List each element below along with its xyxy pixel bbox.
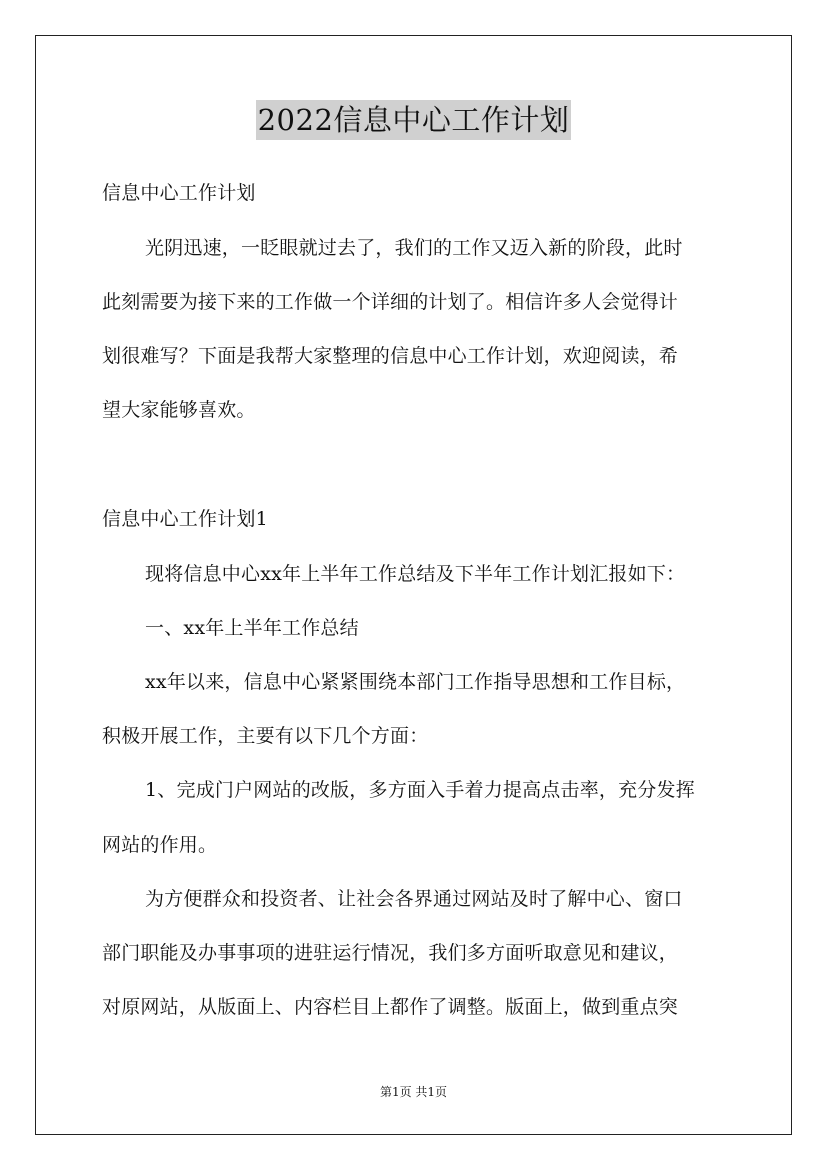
document-title-wrap [0,100,827,140]
paragraph-line: 为方便群众和投资者、让社会各界通过网站及时了解中心、窗口 [145,888,683,910]
section-heading: 信息中心工作计划1 [102,508,268,530]
paragraph-line: 网站的作用。 [102,834,218,856]
paragraph-line: 望大家能够喜欢。 [102,399,256,421]
paragraph-line: 划很难写？下面是我帮大家整理的信息中心工作计划，欢迎阅读，希 [102,345,679,367]
paragraph-line: 对原网站，从版面上、内容栏目上都作了调整。版面上，做到重点突 [102,996,679,1018]
paragraph-line: 现将信息中心xx年上半年工作总结及下半年工作计划汇报如下： [145,563,686,585]
paragraph-line: 一、xx年上半年工作总结 [145,617,359,639]
paragraph-line: xx年以来，信息中心紧紧围绕本部门工作指导思想和工作目标， [145,671,686,693]
paragraph-line: 1、完成门户网站的改版，多方面入手着力提高点击率，充分发挥 [145,779,695,801]
section-heading: 信息中心工作计划 [102,182,256,204]
page-number-footer: 第1页 共1页 [379,1085,448,1099]
paragraph-line: 光阴迅速，一眨眼就过去了，我们的工作又迈入新的阶段，此时 [145,237,683,259]
paragraph-line: 此刻需要为接下来的工作做一个详细的计划了。相信许多人会觉得计 [102,291,679,313]
paragraph-line: 部门职能及办事事项的进驻运行情况，我们多方面听取意见和建议， [102,942,679,964]
document-title: 2022信息中心工作计划 [256,100,572,140]
paragraph-line: 积极开展工作，主要有以下几个方面： [102,725,429,747]
